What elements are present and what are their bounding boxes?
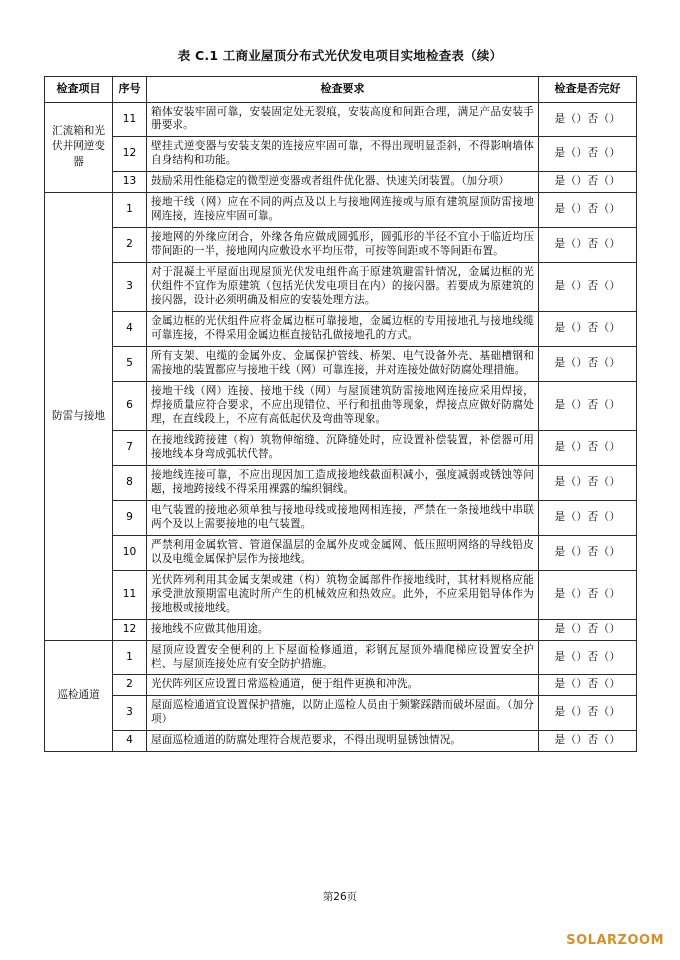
row-requirement: 壁挂式逆变器与安装支架的连接应牢固可靠，不得出现明显歪斜，不得影响墙体自身结构和功能。 (147, 137, 539, 172)
row-requirement: 接地网的外缘应闭合，外缘各角应做成圆弧形，圆弧形的半径不宜小于临近均压带间距的一半，接地网内应敷设水平均压带，可按等间距或不等间距布置。 (147, 228, 539, 263)
table-row (45, 500, 637, 535)
row-number: 2 (113, 675, 147, 696)
row-requirement: 光伏阵列区应设置日常巡检通道，便于组件更换和冲洗。 (147, 675, 539, 696)
row-number: 12 (113, 137, 147, 172)
row-requirement: 箱体安装牢固可靠，安装固定处无裂痕，安装高度和间距合理，满足产品安装手册要求。 (147, 102, 539, 137)
row-requirement: 接地干线（网）连接、接地干线（网）与屋顶建筑防雷接地网连接应采用焊接，焊接质量应符合要求，不应出现错位、平行和扭曲等现象，焊接点应做好防腐处理，在直线段上，不应有高低起伏及弯曲等现象。 (147, 382, 539, 431)
row-requirement: 严禁利用金属软管、管道保温层的金属外皮或金属网、低压照明网络的导线铅皮以及电缆金属保护层作为接地线。 (147, 535, 539, 570)
row-number: 11 (113, 102, 147, 137)
table-row (45, 570, 637, 619)
table-body (45, 102, 637, 752)
row-number: 4 (113, 731, 147, 752)
column-header-no: 序号 (113, 77, 147, 103)
table-row (45, 312, 637, 347)
table-row (45, 228, 637, 263)
row-check-option[interactable]: 是（）否（） (539, 263, 637, 312)
row-check-option[interactable]: 是（）否（） (539, 465, 637, 500)
table-row (45, 102, 637, 137)
row-requirement: 接地干线（网）应在不同的两点及以上与接地网连接或与原有建筑屋顶防雷接地网连接，连接应牢固可靠。 (147, 193, 539, 228)
group-label-inspection-passage: 巡检通道 (45, 640, 113, 752)
row-check-option[interactable]: 是（）否（） (539, 731, 637, 752)
row-number: 3 (113, 696, 147, 731)
table-row (45, 731, 637, 752)
row-check-option[interactable]: 是（）否（） (539, 430, 637, 465)
row-number: 11 (113, 570, 147, 619)
row-number: 4 (113, 312, 147, 347)
table-row (45, 535, 637, 570)
row-requirement: 光伏阵列利用其金属支架或建（构）筑物金属部件作接地线时，其材料规格应能承受泄放预期雷电流时所产生的机械效应和热效应。此外，不应采用铝导体作为接地极或接地线。 (147, 570, 539, 619)
table-row (45, 347, 637, 382)
row-check-option[interactable]: 是（）否（） (539, 535, 637, 570)
row-number: 1 (113, 640, 147, 675)
row-check-option[interactable]: 是（）否（） (539, 172, 637, 193)
page-title: 表 C.1 工商业屋顶分布式光伏发电项目实地检查表（续） (177, 48, 503, 63)
row-number: 5 (113, 347, 147, 382)
row-check-option[interactable]: 是（）否（） (539, 347, 637, 382)
row-check-option[interactable]: 是（）否（） (539, 312, 637, 347)
row-check-option[interactable]: 是（）否（） (539, 696, 637, 731)
page-number: 第26页 (322, 891, 358, 903)
row-check-option[interactable]: 是（）否（） (539, 137, 637, 172)
row-requirement: 屋面巡检通道的防腐处理符合规范要求，不得出现明显锈蚀情况。 (147, 731, 539, 752)
table-row (45, 172, 637, 193)
row-requirement: 接地线不应做其他用途。 (147, 619, 539, 640)
table-header (45, 77, 637, 103)
row-requirement: 屋顶应设置安全便利的上下屋面检修通道，彩钢瓦屋顶外墙爬梯应设置安全护栏、与屋顶连接处应有安全防护措施。 (147, 640, 539, 675)
row-number: 2 (113, 228, 147, 263)
table-row (45, 619, 637, 640)
column-header-check: 检查是否完好 (539, 77, 637, 103)
row-number: 9 (113, 500, 147, 535)
table-row (45, 137, 637, 172)
table-row (45, 640, 637, 675)
column-header-item: 检查项目 (45, 77, 113, 103)
row-check-option[interactable]: 是（）否（） (539, 675, 637, 696)
row-check-option[interactable]: 是（）否（） (539, 193, 637, 228)
row-number: 6 (113, 382, 147, 431)
row-number: 7 (113, 430, 147, 465)
row-requirement: 接地线连接可靠，不应出现因加工造成接地线截面积减小，强度减弱或锈蚀等问题，接地跨接线不得采用裸露的编织铜线。 (147, 465, 539, 500)
row-check-option[interactable]: 是（）否（） (539, 228, 637, 263)
table-row (45, 465, 637, 500)
table-row (45, 263, 637, 312)
table-row (45, 675, 637, 696)
row-number: 8 (113, 465, 147, 500)
row-requirement: 屋面巡检通道宜设置保护措施，以防止巡检人员由于频繁踩踏而破坏屋面。（加分项） (147, 696, 539, 731)
table-header-row (45, 77, 637, 103)
row-requirement: 金属边框的光伏组件应将金属边框可靠接地，金属边框的专用接地孔与接地线缆可靠连接，不得采用金属边框直接钻孔做接地孔的方式。 (147, 312, 539, 347)
row-number: 1 (113, 193, 147, 228)
row-number: 12 (113, 619, 147, 640)
row-requirement: 对于混凝土平屋面出现屋顶光伏发电组件高于原建筑避雷针情况，金属边框的光伏组件不宜作为原建筑（包括光伏发电项目在内）的接闪器。若要成为原建筑的接闪器，设计必须明确及相应的安装处理方法。 (147, 263, 539, 312)
row-requirement: 在接地线跨接建（构）筑物伸缩缝、沉降缝处时，应设置补偿装置，补偿器可用接地线本身弯成弧状代替。 (147, 430, 539, 465)
row-number: 10 (113, 535, 147, 570)
row-check-option[interactable]: 是（）否（） (539, 570, 637, 619)
row-requirement: 电气装置的接地必须单独与接地母线或接地网相连接，严禁在一条接地线中串联两个及以上需要接地的电气装置。 (147, 500, 539, 535)
group-label-lightning-grounding: 防雷与接地 (45, 193, 113, 640)
row-number: 3 (113, 263, 147, 312)
table-row (45, 193, 637, 228)
row-check-option[interactable]: 是（）否（） (539, 619, 637, 640)
table-row (45, 382, 637, 431)
row-number: 13 (113, 172, 147, 193)
row-check-option[interactable]: 是（）否（） (539, 500, 637, 535)
row-check-option[interactable]: 是（）否（） (539, 382, 637, 431)
row-requirement: 鼓励采用性能稳定的微型逆变器或者组件优化器、快速关闭装置。（加分项） (147, 172, 539, 193)
row-check-option[interactable]: 是（）否（） (539, 640, 637, 675)
group-label-combiner-inverter: 汇流箱和光伏并网逆变器 (45, 102, 113, 193)
table-row (45, 696, 637, 731)
column-header-requirement: 检查要求 (147, 77, 539, 103)
row-check-option[interactable]: 是（）否（） (539, 102, 637, 137)
row-requirement: 所有支架、电缆的金属外皮、金属保护管线、桥架、电气设备外壳、基础槽钢和需接地的装置都应与接地干线（网）可靠连接，并对连接处做好防腐处理措施。 (147, 347, 539, 382)
table-row (45, 430, 637, 465)
watermark-logo: SOLARZOOM (566, 933, 664, 948)
inspection-checklist-table (44, 76, 637, 752)
